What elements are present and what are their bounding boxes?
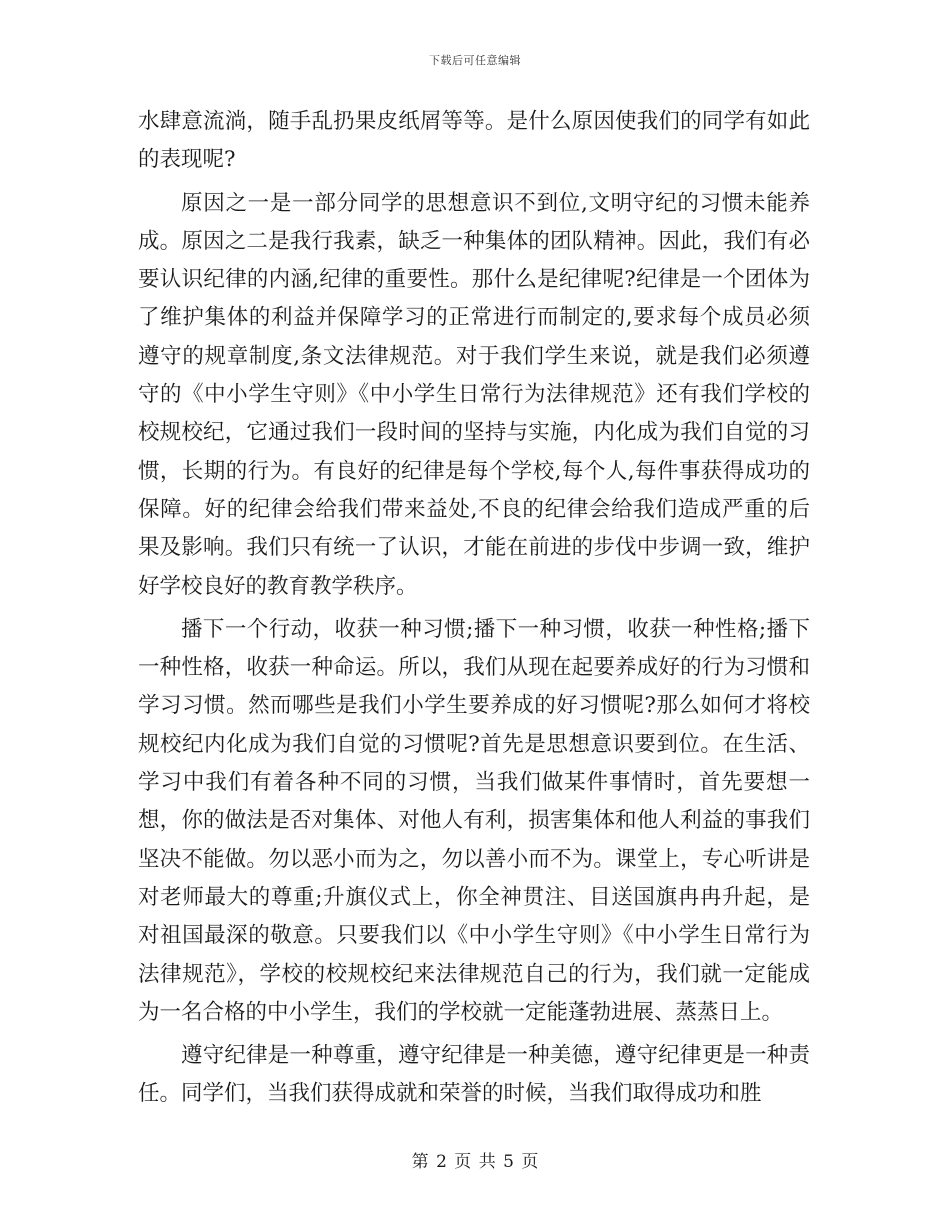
paragraph-reasons: 原因之一是一部分同学的思想意识不到位,文明守纪的习惯未能养成。原因之二是我行我素，缺乏一种集体的团队精神。因此，我们有必要认识纪律的内涵,纪律的重要性。那什么是纪律呢?纪律是一个团体为了维护集体的利益并保障学习的正常进行而制定的,要求每个成员必须遵守的规章制度,条文法律规范。对于我们学生来说，就是我们必须遵守的《中小学生守则》《中小学生日常行为法律规范》还有我们学校的校规校纪，它通过我们一段时间的坚持与实施，内化成为我们自觉的习惯，长期的行为。有良好的纪律是每个学校,每个人,每件事获得成功的保障。好的纪律会给我们带来益处,不良的纪律会给我们造成严重的后果及影响。我们只有统一了认识，才能在前进的步伐中步调一致，维护好学校良好的教育教学秩序。 (138, 190, 810, 599)
page-header-note: 下载后可任意编辑 (429, 54, 521, 67)
page-number-footer: 第 2 页 共 5 页 (411, 1152, 539, 1172)
paragraph-habits: 播下一个行动，收获一种习惯;播下一种习惯，收获一种性格;播下一种性格，收获一种命运。所以，我们从现在起要养成好的行为习惯和学习习惯。然而哪些是我们小学生要养成的好习惯呢?那么如何才将校规校纪内化成为我们自觉的习惯呢?首先是思想意识要到位。在生活、学习中我们有着各种不同的习惯，当我们做某件事情时，首先要想一想，你的做法是否对集体、对他人有利，损害集体和他人利益的事我们坚决不能做。勿以恶小而为之，勿以善小而不为。课堂上，专心听讲是对老师最大的尊重;升旗仪式上，你全神贯注、目送国旗冉冉升起，是对祖国最深的敬意。只要我们以《中小学生守则》《中小学生日常行为法律规范》，学校的校规校纪来法律规范自己的行为，我们就一定能成为一名合格的中小学生，我们的学校就一定能蓬勃进展、蒸蒸日上。 (138, 616, 810, 1025)
paragraph-responsibility: 遵守纪律是一种尊重，遵守纪律是一种美德，遵守纪律更是一种责任。同学们，当我们获得成就和荣誉的时候，当我们取得成功和胜 (138, 1043, 810, 1107)
document-body (138, 103, 810, 1119)
paragraph-continued: 水肆意流淌，随手乱扔果皮纸屑等等。是什么原因使我们的同学有如此的表现呢? (138, 109, 810, 173)
